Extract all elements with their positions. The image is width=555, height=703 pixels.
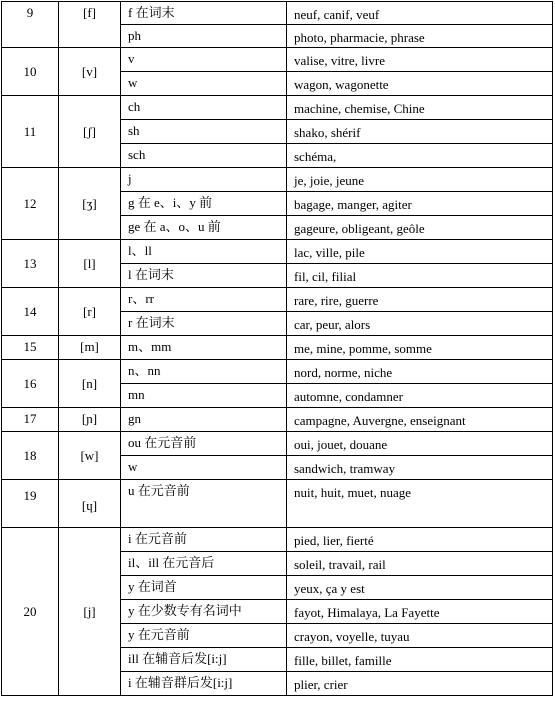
examples-cell: fille, billet, famille [287, 648, 553, 672]
examples-cell: soleil, travail, rail [287, 552, 553, 576]
examples-cell: sandwich, tramway [287, 456, 553, 480]
phoneme-symbol: [j] [59, 528, 121, 696]
row-number: 10 [2, 48, 59, 96]
row-number: 16 [2, 360, 59, 408]
examples-cell: plier, crier [287, 672, 553, 696]
phoneme-symbol: [ɥ] [59, 480, 121, 528]
spelling-cell: f 在词末 [121, 2, 287, 25]
phoneme-symbol: [ɲ] [59, 408, 121, 432]
spelling-cell: r 在词末 [121, 312, 287, 336]
examples-cell: neuf, canif, veuf [287, 2, 553, 25]
examples-cell: oui, jouet, douane [287, 432, 553, 456]
examples-cell: car, peur, alors [287, 312, 553, 336]
table-row [2, 480, 553, 528]
examples-cell: bagage, manger, agiter [287, 192, 553, 216]
table-row [2, 408, 553, 432]
examples-cell: yeux, ça y est [287, 576, 553, 600]
examples-cell: campagne, Auvergne, enseignant [287, 408, 553, 432]
row-number: 17 [2, 408, 59, 432]
spelling-cell: y 在词首 [121, 576, 287, 600]
spelling-cell: ph [121, 25, 287, 48]
spelling-cell: l、ll [121, 240, 287, 264]
examples-cell: lac, ville, pile [287, 240, 553, 264]
table-row [2, 432, 553, 456]
spelling-cell: ou 在元音前 [121, 432, 287, 456]
table-row [2, 360, 553, 384]
spelling-cell: u 在元音前 [121, 480, 287, 528]
spelling-cell: y 在少数专有名词中 [121, 600, 287, 624]
spelling-cell: i 在辅音群后发[i:j] [121, 672, 287, 696]
table-row [2, 48, 553, 72]
table-row [2, 168, 553, 192]
phoneme-symbol: [w] [59, 432, 121, 480]
spelling-cell: sh [121, 120, 287, 144]
examples-cell: valise, vitre, livre [287, 48, 553, 72]
spelling-cell: ge 在 a、o、u 前 [121, 216, 287, 240]
spelling-cell: v [121, 48, 287, 72]
examples-cell: nuit, huit, muet, nuage [287, 480, 553, 528]
examples-cell: photo, pharmacie, phrase [287, 25, 553, 48]
examples-cell: rare, rire, guerre [287, 288, 553, 312]
table-row [2, 240, 553, 264]
examples-cell: nord, norme, niche [287, 360, 553, 384]
examples-cell: crayon, voyelle, tuyau [287, 624, 553, 648]
examples-cell: schéma, [287, 144, 553, 168]
phoneme-symbol: [r] [59, 288, 121, 336]
examples-cell: je, joie, jeune [287, 168, 553, 192]
spelling-cell: w [121, 72, 287, 96]
spelling-cell: y 在元音前 [121, 624, 287, 648]
spelling-cell: l 在词末 [121, 264, 287, 288]
examples-cell: wagon, wagonette [287, 72, 553, 96]
spelling-cell: il、ill 在元音后 [121, 552, 287, 576]
table-row [2, 528, 553, 552]
phoneme-symbol: [f] [59, 2, 121, 48]
pronunciation-table [1, 1, 553, 696]
row-number: 19 [2, 480, 59, 528]
row-number: 13 [2, 240, 59, 288]
spelling-cell: m、mm [121, 336, 287, 360]
table-row [2, 2, 553, 25]
spelling-cell: n、nn [121, 360, 287, 384]
phoneme-symbol: [v] [59, 48, 121, 96]
spelling-cell: mn [121, 384, 287, 408]
phoneme-symbol: [m] [59, 336, 121, 360]
spelling-cell: ill 在辅音后发[i:j] [121, 648, 287, 672]
examples-cell: machine, chemise, Chine [287, 96, 553, 120]
table-row [2, 288, 553, 312]
spelling-cell: gn [121, 408, 287, 432]
table-row [2, 336, 553, 360]
spelling-cell: j [121, 168, 287, 192]
spelling-cell: sch [121, 144, 287, 168]
row-number: 12 [2, 168, 59, 240]
row-number: 9 [2, 2, 59, 48]
examples-cell: pied, lier, fierté [287, 528, 553, 552]
table-row [2, 96, 553, 120]
row-number: 20 [2, 528, 59, 696]
examples-cell: shako, shérif [287, 120, 553, 144]
spelling-cell: i 在元音前 [121, 528, 287, 552]
phoneme-symbol: [n] [59, 360, 121, 408]
examples-cell: automne, condamner [287, 384, 553, 408]
table-body [2, 2, 553, 696]
phoneme-symbol: [l] [59, 240, 121, 288]
spelling-cell: r、rr [121, 288, 287, 312]
examples-cell: gageure, obligeant, geôle [287, 216, 553, 240]
row-number: 18 [2, 432, 59, 480]
spelling-cell: ch [121, 96, 287, 120]
spelling-cell: w [121, 456, 287, 480]
phoneme-symbol: [ʃ] [59, 96, 121, 168]
row-number: 14 [2, 288, 59, 336]
examples-cell: fayot, Himalaya, La Fayette [287, 600, 553, 624]
row-number: 11 [2, 96, 59, 168]
examples-cell: fil, cil, filial [287, 264, 553, 288]
row-number: 15 [2, 336, 59, 360]
phoneme-symbol: [ʒ] [59, 168, 121, 240]
spelling-cell: g 在 e、i、y 前 [121, 192, 287, 216]
examples-cell: me, mine, pomme, somme [287, 336, 553, 360]
